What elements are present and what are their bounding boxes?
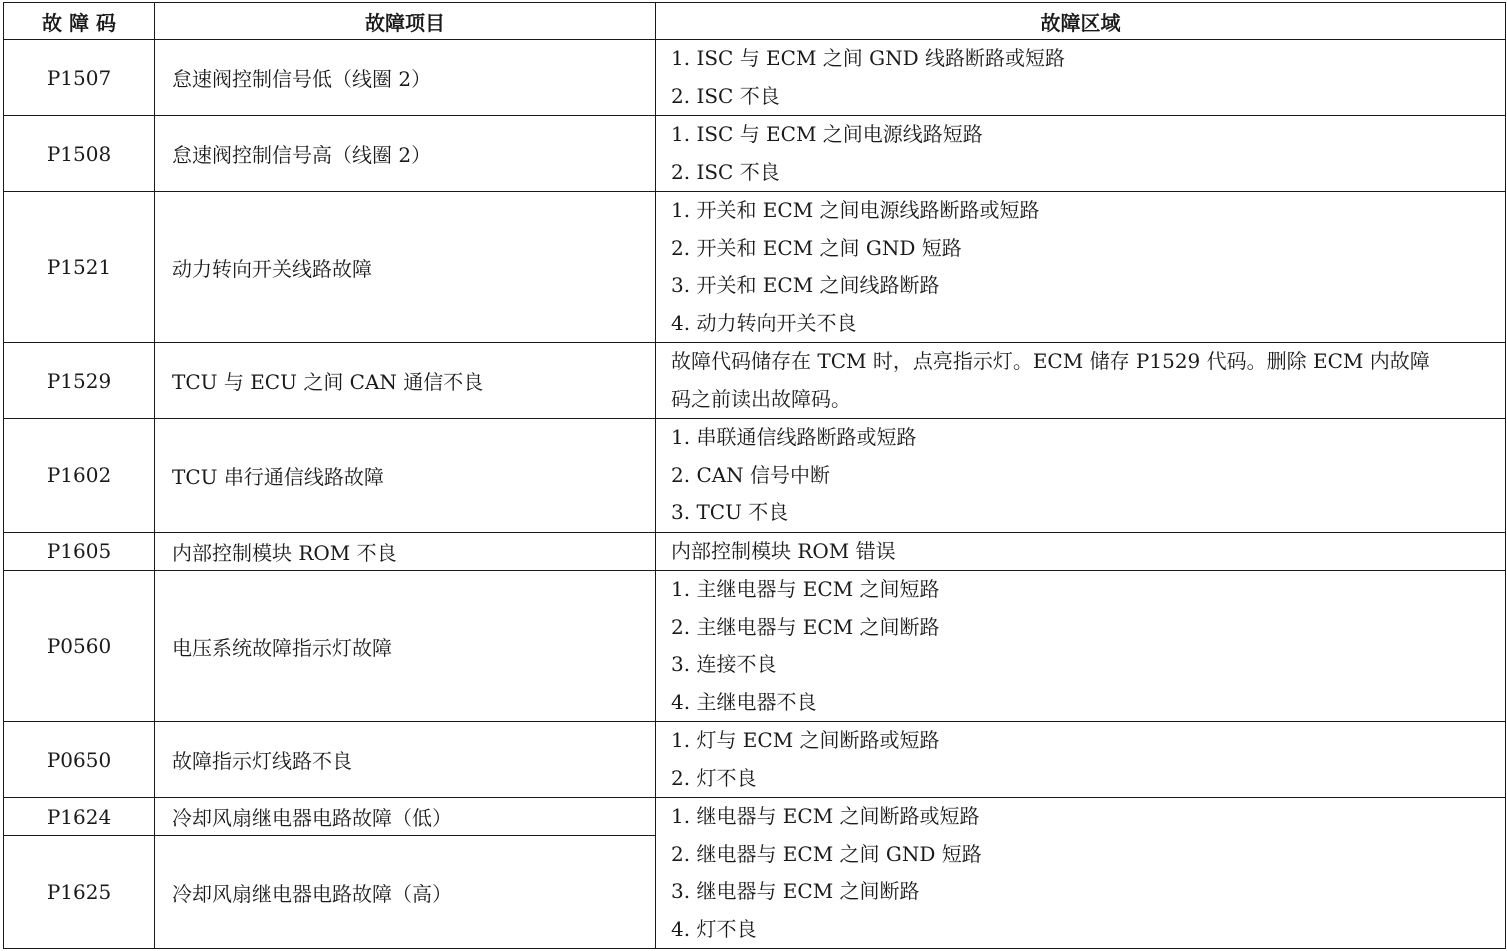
table-row: [4, 571, 1506, 722]
fault-area-line: 3. 继电器与 ECM 之间断路: [671, 879, 920, 903]
fault-item-cell: 冷却风扇继电器电路故障（高）: [155, 836, 656, 949]
fault-area-line: 1. 灯与 ECM 之间断路或短路: [671, 728, 940, 752]
fault-area-cell: [656, 192, 1506, 343]
table-row: [4, 532, 1506, 571]
fault-area-line: 3. 开关和 ECM 之间线路断路: [671, 273, 940, 297]
fault-area-cell: [656, 798, 1506, 949]
fault-item-cell: 电压系统故障指示灯故障: [155, 571, 656, 722]
fault-area-line: 码之前读出故障码。: [671, 386, 851, 411]
table-row: [4, 40, 1506, 116]
fault-code-cell: P1521: [4, 192, 155, 343]
table-row: [4, 116, 1506, 192]
fault-area-line: 2. CAN 信号中断: [671, 462, 831, 487]
fault-area-line: 2. 主继电器与 ECM 之间断路: [671, 614, 940, 639]
fault-area-line: 1. 主继电器与 ECM 之间短路: [671, 577, 940, 601]
fault-area-line: 1. 开关和 ECM 之间电源线路断路或短路: [671, 198, 1040, 222]
fault-item-cell: TCU 与 ECU 之间 CAN 通信不良: [155, 343, 656, 419]
fault-area-cell: [656, 532, 1506, 571]
fault-item-cell: 故障指示灯线路不良: [155, 722, 656, 798]
fault-item-cell: TCU 串行通信线路故障: [155, 419, 656, 533]
fault-code-cell: P1508: [4, 116, 155, 192]
fault-area-line: 2. 灯不良: [671, 765, 757, 790]
fault-code-cell: P1602: [4, 419, 155, 533]
table-row: [4, 798, 1506, 836]
fault-area-line: 3. TCU 不良: [671, 500, 789, 524]
fault-area-line: 内部控制模块 ROM 错误: [671, 538, 896, 563]
fault-code-cell: P1625: [4, 836, 155, 949]
table-row: [4, 419, 1506, 533]
fault-item-cell: 内部控制模块 ROM 不良: [155, 532, 656, 571]
fault-item-cell: 冷却风扇继电器电路故障（低）: [155, 798, 656, 836]
fault-area-line: 1. 继电器与 ECM 之间断路或短路: [671, 804, 980, 828]
fault-code-cell: P0560: [4, 571, 155, 722]
fault-code-cell: P1529: [4, 343, 155, 419]
fault-area-line: 1. ISC 与 ECM 之间电源线路短路: [671, 122, 983, 146]
fault-code-cell: P1624: [4, 798, 155, 836]
fault-area-line: 4. 动力转向开关不良: [671, 310, 857, 335]
fault-area-line: 4. 主继电器不良: [671, 689, 817, 714]
fault-area-line: 1. ISC 与 ECM 之间 GND 线路断路或短路: [671, 46, 1066, 70]
fault-code-cell: P1507: [4, 40, 155, 116]
fault-area-cell: [656, 40, 1506, 116]
fault-area-cell: [656, 116, 1506, 192]
header-fault-area: 故障区域: [656, 3, 1506, 40]
fault-area-cell: [656, 343, 1506, 419]
fault-area-line: 4. 灯不良: [671, 916, 757, 941]
header-fault-code: 故 障 码: [4, 3, 155, 40]
fault-area-line: 故障代码储存在 TCM 时，点亮指示灯。ECM 储存 P1529 代码。删除 ECM 内故障: [671, 349, 1430, 373]
fault-item-cell: 怠速阀控制信号高（线圈 2）: [155, 116, 656, 192]
fault-area-cell: [656, 722, 1506, 798]
fault-area-line: 3. 连接不良: [671, 652, 777, 676]
fault-item-cell: 动力转向开关线路故障: [155, 192, 656, 343]
fault-area-cell: [656, 571, 1506, 722]
header-fault-item: 故障项目: [155, 3, 656, 40]
fault-item-cell: 怠速阀控制信号低（线圈 2）: [155, 40, 656, 116]
fault-area-line: 2. ISC 不良: [671, 83, 780, 108]
fault-area-line: 2. 开关和 ECM 之间 GND 短路: [671, 235, 962, 260]
fault-area-line: 2. ISC 不良: [671, 159, 780, 184]
table-row: [4, 192, 1506, 343]
fault-code-cell: P1605: [4, 532, 155, 571]
fault-code-table: [3, 2, 1506, 949]
table-row: [4, 722, 1506, 798]
fault-area-line: 2. 继电器与 ECM 之间 GND 短路: [671, 841, 982, 866]
table-row: [4, 343, 1506, 419]
fault-area-line: 1. 串联通信线路断路或短路: [671, 425, 917, 449]
fault-code-cell: P0650: [4, 722, 155, 798]
fault-area-cell: [656, 419, 1506, 533]
header-row: [4, 3, 1506, 40]
